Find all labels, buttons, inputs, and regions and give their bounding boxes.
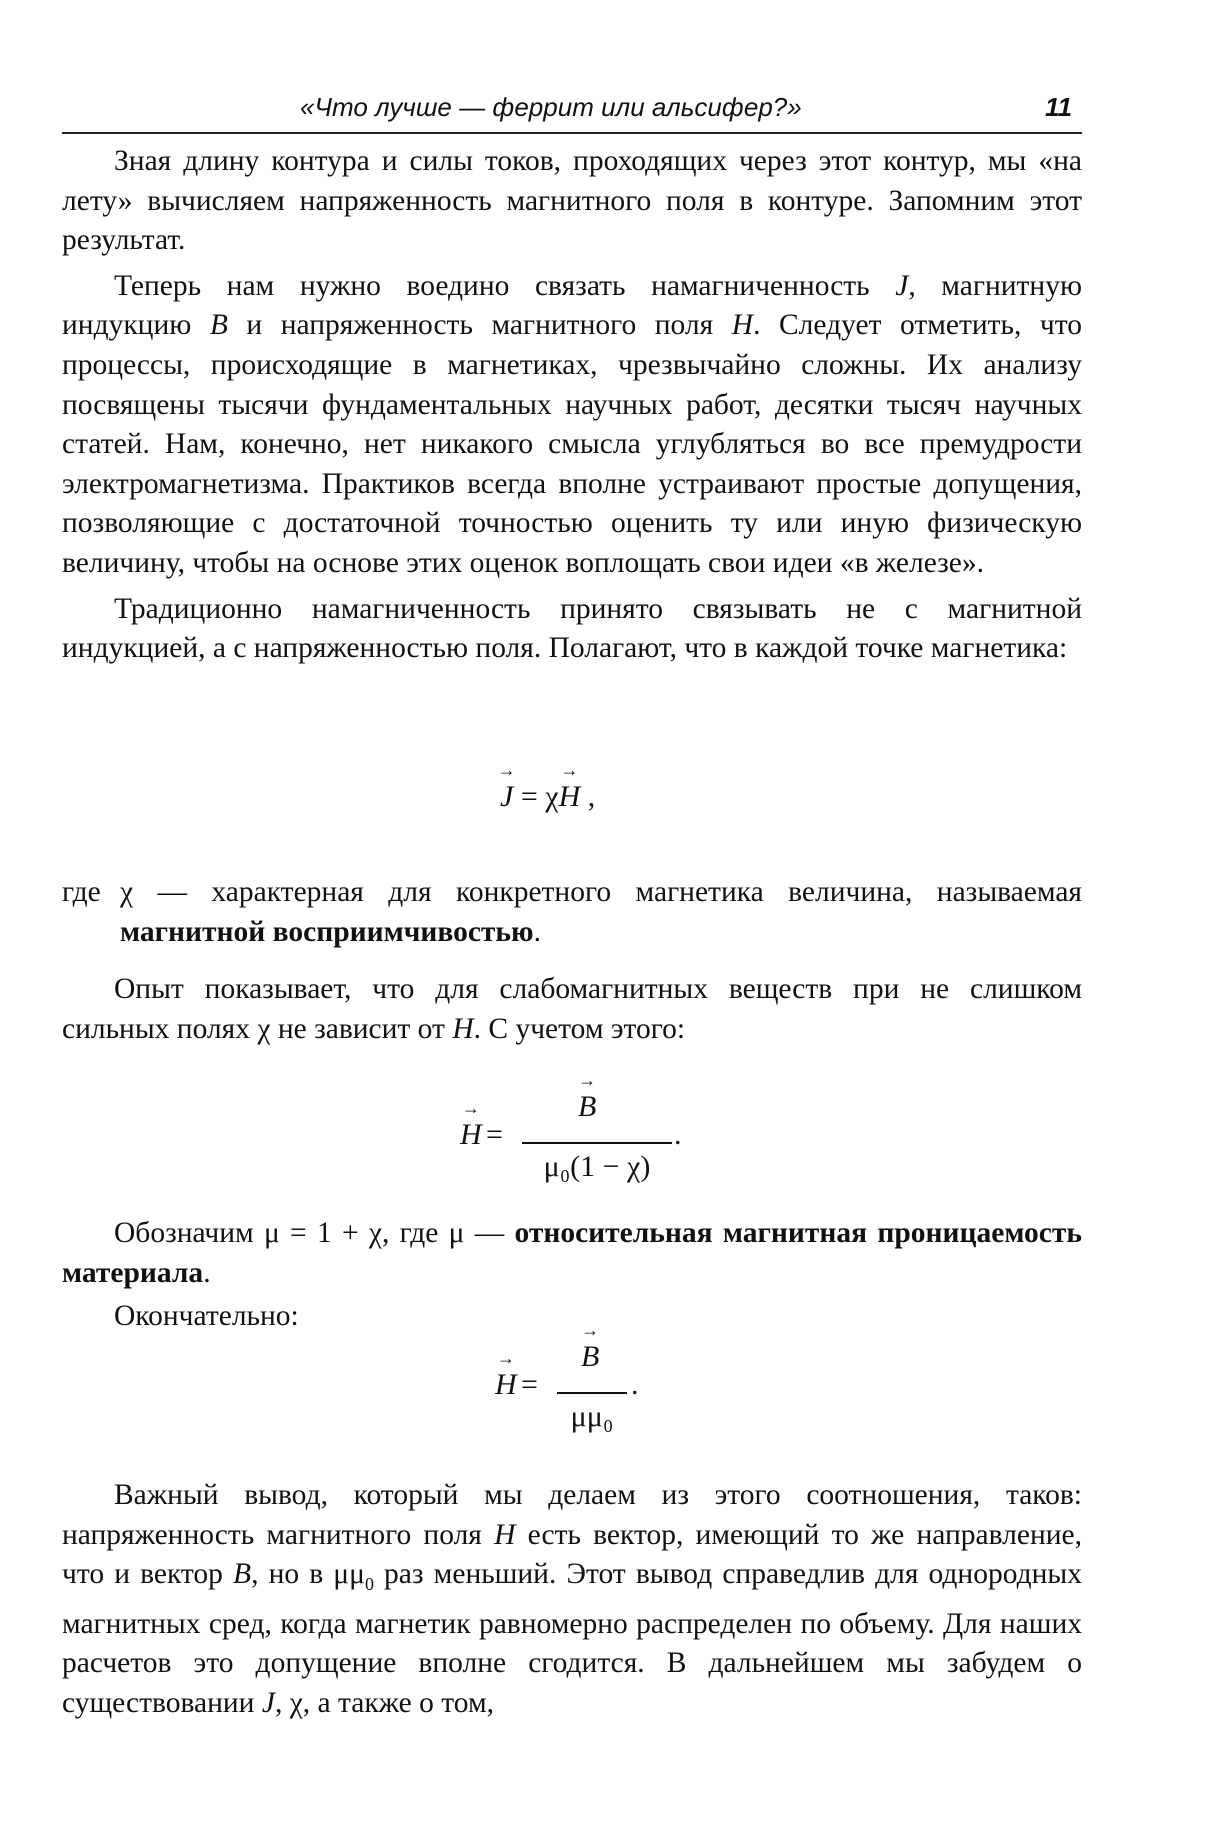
running-title: «Что лучше — феррит или альсифер?» <box>300 92 802 122</box>
paragraph-1: Зная длину контура и силы токов, проходящих через этот контур, мы «на лету» вычисляем напряженность магнитного поля в контуре. Запомним этот результат. <box>62 145 1082 257</box>
page-number: 11 <box>1045 92 1072 122</box>
formula-magnetization: → J = χ→ H , <box>500 780 595 814</box>
definition-chi-text: χ — характерная для конкретного магнетика величина, называемая магнитной восприимчивостью. <box>120 876 1082 948</box>
paragraph-7: Важный вывод, который мы делаем из этого соотношения, таков: напряженность магнитного поля H есть вектор, имеющий то же направление, что и вектор B, но в $\mu\mu_0$ раз меньший. Этот вывод справедлив для однородных магнитных сред, когда магнетик равномерно распределен по объему. Для наших расчетов это допущение вполне сгодится. В дальнейшем мы забудем о существовании J, χ, а также о том, <box>62 1479 1082 1719</box>
formula-field-strength-2: → H = → B μμ₀ . <box>495 1340 695 1450</box>
paragraph-2: Теперь нам нужно воедино связать намагниченность J, магнитную индукцию B и напряженность магнитного поля H. Следует отметить, что процессы, происходящие в магнетиках, чрезвычайно сложны. Их анализу посвящены тысячи фундаментальных научных работ, десятки тысяч научных статей. Нам, конечно, нет никакого смысла углубляться во все премудрости электромагнетизма. Практиков всегда вполне устраивают простые допущения, позволяющие с достаточной точностью оценить ту или иную физическую величину, чтобы на основе этих оценок воплощать свои идеи «в железе». <box>62 269 1083 579</box>
text-block-top <box>62 142 1082 669</box>
paragraph-4: Опыт показывает, что для слабомагнитных веществ при не слишком сильных полях χ не зависит от H. С учетом этого: <box>62 973 1082 1045</box>
formula-field-strength-1: → H = → B μ₀(1 − χ) . <box>460 1090 720 1200</box>
book-page: «Что лучше — феррит или альсифер?» 11 Зная длину контура и силы токов, проходящих через этот контур, мы «на лету» вычисляем напряженность магнитного поля в контуре. Запомним этот результат. Теперь нам нужно воедино связать намагниченность J, магнитную индукцию B и напряженность магнитного поля H. Следует отметить, что процессы, происходящие в магнетиках, чрезвычайно сложны. Их анализу посвящены тысячи фундаментальных научных работ, десятки тысяч научных статей. Нам, конечно, нет никакого смысла углубляться во все премудрости электромагнетизма. Практиков всегда вполне устраивают простые допущения, позволяющие с достаточной точностью оценить ту или иную физическую величину, чтобы на основе этих оценок воплощать свои идеи «в железе». Традиционно намагниченность принято связывать не с магнитной индукцией, а с напряженностью поля. Полагают, что в каждой точке магнетика: → J = χ→ H , где χ — характерная для конкретного магнетика величина, называемая магнитной восприимчивостью. Опыт показывает, что для слабомагнитных веществ при не слишком сильных полях χ не зависит от H. С учетом этого: → H = → B μ₀(1 − χ) . Обозначим μ = 1 + χ, где μ — относительная магнитная проницаемость материала. Окончательно: → H = → B μμ₀ . Важный вывод, который мы делаем из этого соотношения, таков: напряженность магнитного поля H есть вектор, имеющий то же направление, что и вектор B, но в $\mu\mu_0$ раз меньший. Этот вывод справедлив для однородных магнитных сред, когда магнетик равномерно распределен по объему. Для наших расчетов это допущение вполне сгодится. В дальнейшем мы забудем о существовании J, χ, а также о том, <box>0 0 1217 1821</box>
running-header <box>62 86 1082 134</box>
paragraph-6: Окончательно: <box>114 1300 299 1333</box>
paragraph-5: Обозначим μ = 1 + χ, где μ — относительная магнитная проницаемость материала. Окончательно: <box>62 1214 1082 1337</box>
paragraph-3: Традиционно намагниченность принято связывать не с магнитной индукцией, а с напряженностью поля. Полагают, что в каждой точке магнетика: <box>62 592 1082 665</box>
